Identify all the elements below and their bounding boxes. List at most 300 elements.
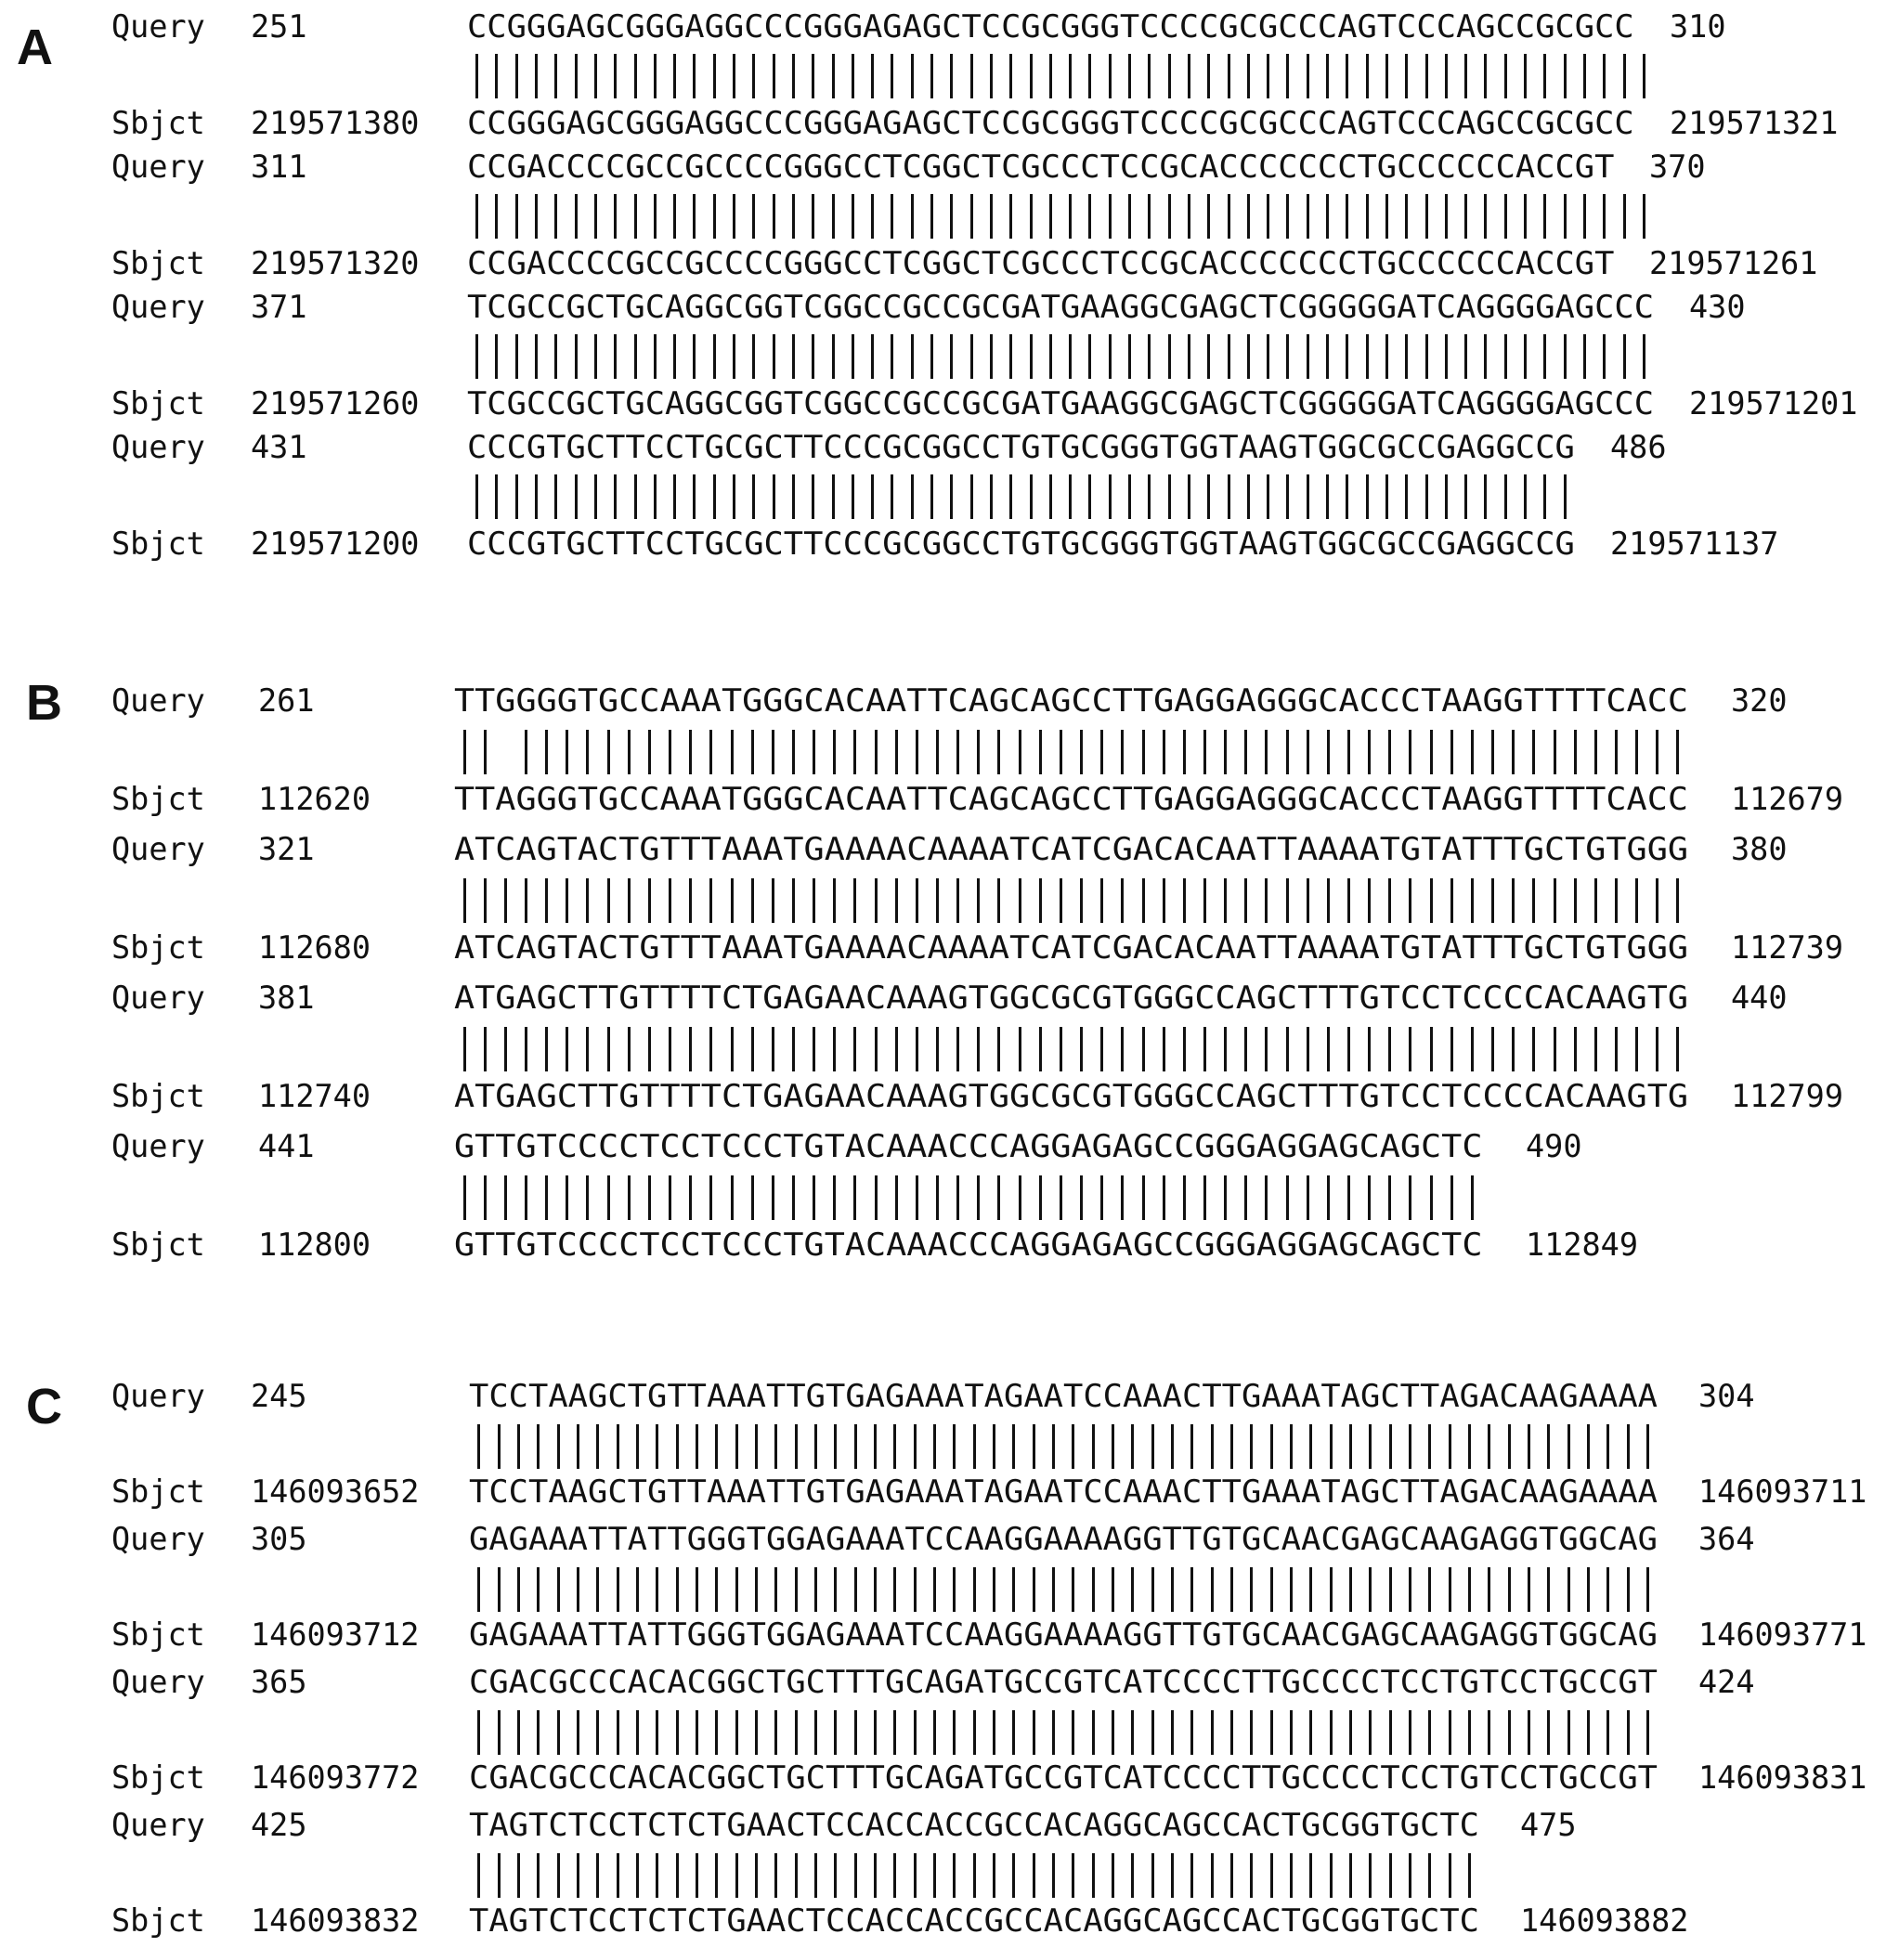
subject-label: Sbjct bbox=[111, 105, 205, 142]
match-bar bbox=[1330, 1424, 1333, 1469]
match-bar bbox=[545, 1027, 548, 1071]
match-bar bbox=[1100, 1027, 1103, 1071]
match-bar bbox=[515, 474, 518, 519]
match-bar bbox=[1564, 474, 1567, 519]
match-bar bbox=[773, 474, 775, 519]
subject-end: 112739 bbox=[1731, 929, 1843, 967]
match-bar bbox=[1349, 1567, 1352, 1612]
match-bar bbox=[1228, 474, 1230, 519]
match-bar bbox=[1163, 1027, 1165, 1071]
subject-label: Sbjct bbox=[111, 245, 205, 282]
match-bar bbox=[596, 1853, 599, 1898]
match-bar bbox=[1224, 730, 1227, 774]
match-bar bbox=[614, 54, 617, 98]
match-bar bbox=[1290, 1567, 1293, 1612]
match-bar bbox=[1131, 1853, 1134, 1898]
panel-label: C bbox=[26, 1379, 62, 1434]
match-bar bbox=[895, 878, 898, 923]
match-bar bbox=[566, 1175, 568, 1220]
match-bar bbox=[970, 54, 973, 98]
match-bar bbox=[1069, 334, 1072, 379]
match-bar bbox=[977, 1027, 980, 1071]
match-bar bbox=[1449, 1853, 1451, 1898]
match-bar bbox=[1088, 194, 1091, 239]
match-line bbox=[454, 1175, 1483, 1220]
match-bar bbox=[1049, 334, 1052, 379]
match-bar bbox=[1128, 334, 1131, 379]
subject-start: 112800 bbox=[258, 1227, 371, 1264]
match-bar bbox=[1148, 334, 1151, 379]
match-bar bbox=[1168, 194, 1171, 239]
match-bar bbox=[832, 334, 835, 379]
match-bar bbox=[1484, 474, 1487, 519]
match-bar bbox=[1290, 1853, 1293, 1898]
match-bar bbox=[1247, 334, 1250, 379]
match-bar bbox=[1524, 194, 1527, 239]
match-bar bbox=[537, 1567, 540, 1612]
match-bar bbox=[1163, 730, 1165, 774]
match-bar bbox=[930, 474, 933, 519]
match-bar bbox=[1656, 878, 1658, 923]
subject-start: 112680 bbox=[258, 929, 371, 967]
match-bar bbox=[1069, 54, 1072, 98]
match-bar bbox=[973, 1710, 976, 1755]
match-bar bbox=[993, 1424, 995, 1469]
match-line bbox=[454, 878, 1688, 923]
subject-label: Sbjct bbox=[111, 385, 205, 422]
match-bar bbox=[1203, 878, 1206, 923]
match-bar bbox=[1250, 1424, 1253, 1469]
match-bar bbox=[537, 1424, 540, 1469]
match-bar bbox=[1188, 194, 1190, 239]
match-bar bbox=[956, 1027, 959, 1071]
match-bar bbox=[814, 1853, 817, 1898]
subject-end: 112849 bbox=[1525, 1227, 1638, 1264]
match-bar bbox=[1109, 194, 1112, 239]
match-bar bbox=[648, 730, 651, 774]
query-label: Query bbox=[111, 149, 205, 186]
match-bar bbox=[1385, 474, 1388, 519]
match-bar bbox=[1603, 334, 1606, 379]
match-bar bbox=[1142, 1027, 1145, 1071]
subject-start: 219571260 bbox=[251, 385, 420, 422]
match-bar bbox=[1627, 1567, 1630, 1612]
match-bar bbox=[656, 1424, 658, 1469]
match-bar bbox=[751, 730, 754, 774]
match-bar bbox=[1230, 1567, 1233, 1612]
match-bar bbox=[1409, 878, 1411, 923]
match-bar bbox=[1009, 194, 1012, 239]
match-bar bbox=[586, 878, 589, 923]
match-bar bbox=[953, 1710, 956, 1755]
match-bar bbox=[498, 1853, 501, 1898]
match-bar bbox=[1504, 474, 1507, 519]
match-bar bbox=[814, 1424, 817, 1469]
match-bar bbox=[709, 1027, 712, 1071]
match-bar bbox=[1532, 730, 1535, 774]
match-bar bbox=[1532, 878, 1535, 923]
match-bar bbox=[1389, 1710, 1392, 1755]
match-bar bbox=[1211, 1567, 1214, 1612]
match-bar bbox=[1030, 334, 1033, 379]
match-bar bbox=[930, 54, 933, 98]
match-bar bbox=[1428, 1710, 1431, 1755]
match-bar bbox=[1203, 1027, 1206, 1071]
match-bar bbox=[1405, 54, 1408, 98]
match-bar bbox=[607, 730, 610, 774]
match-bar bbox=[1171, 1567, 1174, 1612]
match-bar bbox=[893, 1853, 896, 1898]
match-bar bbox=[696, 1853, 698, 1898]
match-bar bbox=[1207, 194, 1210, 239]
match-bar bbox=[1564, 194, 1567, 239]
match-bar bbox=[1151, 1853, 1154, 1898]
match-bar bbox=[1060, 730, 1062, 774]
match-bar bbox=[1524, 334, 1527, 379]
match-bar bbox=[634, 334, 637, 379]
match-bar bbox=[1207, 334, 1210, 379]
match-bar bbox=[1224, 1027, 1227, 1071]
match-bar bbox=[956, 1175, 959, 1220]
match-bar bbox=[577, 1567, 579, 1612]
match-bar bbox=[751, 1027, 754, 1071]
match-bar bbox=[1286, 54, 1289, 98]
match-bar bbox=[1265, 730, 1268, 774]
match-bar bbox=[693, 334, 696, 379]
match-bar bbox=[834, 1710, 837, 1755]
match-bar bbox=[1307, 194, 1309, 239]
match-bar bbox=[1270, 1424, 1273, 1469]
match-bar bbox=[566, 878, 568, 923]
match-bar bbox=[648, 1175, 651, 1220]
subject-sequence: ATGAGCTTGTTTTCTGAGAACAAAGTGGCGCGTGGGCCAGCTTTGTCCTCCCCACAAGTG bbox=[454, 1078, 1689, 1115]
match-bar bbox=[1188, 474, 1190, 519]
match-bar bbox=[977, 730, 980, 774]
match-bar bbox=[874, 1710, 877, 1755]
match-bar bbox=[545, 730, 548, 774]
match-bar bbox=[953, 1424, 956, 1469]
match-bar bbox=[1430, 1027, 1433, 1071]
match-bar bbox=[617, 1424, 619, 1469]
match-bar bbox=[557, 1710, 560, 1755]
subject-end: 112799 bbox=[1731, 1078, 1843, 1115]
match-bar bbox=[463, 730, 466, 774]
match-bar bbox=[1346, 194, 1348, 239]
match-bar bbox=[1543, 54, 1546, 98]
match-bar bbox=[1491, 1027, 1494, 1071]
match-bar bbox=[953, 1853, 956, 1898]
match-bar bbox=[689, 730, 692, 774]
query-start: 441 bbox=[258, 1128, 315, 1165]
match-bar bbox=[1267, 194, 1269, 239]
match-bar bbox=[1207, 474, 1210, 519]
match-bar bbox=[970, 334, 973, 379]
match-bar bbox=[1012, 1567, 1015, 1612]
match-bar bbox=[973, 1853, 976, 1898]
match-bar bbox=[1092, 1424, 1095, 1469]
match-bar bbox=[1092, 1710, 1095, 1755]
match-bar bbox=[1171, 1424, 1174, 1469]
match-bar bbox=[656, 1853, 658, 1898]
match-bar bbox=[1430, 730, 1433, 774]
match-bar bbox=[1369, 1853, 1372, 1898]
match-bar bbox=[1019, 1027, 1021, 1071]
match-bar bbox=[1244, 730, 1247, 774]
match-bar bbox=[1524, 54, 1527, 98]
match-bar bbox=[1445, 334, 1448, 379]
query-label: Query bbox=[111, 1664, 205, 1701]
match-bar bbox=[914, 1567, 917, 1612]
match-bar bbox=[575, 54, 578, 98]
match-bar bbox=[731, 1027, 734, 1071]
match-bar bbox=[990, 474, 993, 519]
query-start: 425 bbox=[251, 1807, 307, 1844]
match-bar bbox=[1230, 1710, 1233, 1755]
match-bar bbox=[1060, 878, 1062, 923]
match-bar bbox=[755, 1567, 758, 1612]
match-bar bbox=[1033, 1710, 1035, 1755]
match-bar bbox=[1286, 1175, 1289, 1220]
match-bar bbox=[614, 194, 617, 239]
subject-label: Sbjct bbox=[111, 1759, 205, 1797]
match-bar bbox=[1409, 1710, 1411, 1755]
match-bar bbox=[1088, 334, 1091, 379]
match-bar bbox=[1069, 194, 1072, 239]
match-bar bbox=[1488, 1424, 1490, 1469]
subject-label: Sbjct bbox=[111, 1227, 205, 1264]
match-bar bbox=[1635, 1027, 1638, 1071]
match-bar bbox=[495, 474, 498, 519]
match-bar bbox=[792, 54, 795, 98]
match-bar bbox=[1030, 194, 1033, 239]
match-bar bbox=[498, 1710, 501, 1755]
match-bar bbox=[950, 54, 953, 98]
match-bar bbox=[1309, 1567, 1312, 1612]
match-bar bbox=[813, 730, 815, 774]
match-bar bbox=[1171, 1853, 1174, 1898]
match-line bbox=[469, 1853, 1479, 1898]
match-bar bbox=[752, 334, 755, 379]
match-bar bbox=[1508, 1567, 1511, 1612]
match-bar bbox=[1554, 730, 1556, 774]
match-bar bbox=[1270, 1853, 1273, 1898]
query-sequence: CCCGTGCTTCCTGCGCTTCCCGCGGCCTGTGCGGGTGGTAAGTGGCGCCGAGGCCG bbox=[467, 429, 1575, 466]
match-bar bbox=[1368, 878, 1371, 923]
match-bar bbox=[498, 1424, 501, 1469]
match-bar bbox=[1450, 730, 1453, 774]
match-bar bbox=[755, 1853, 758, 1898]
match-bar bbox=[1627, 1424, 1630, 1469]
match-bar bbox=[1183, 878, 1186, 923]
match-bar bbox=[812, 334, 814, 379]
match-bar bbox=[696, 1710, 698, 1755]
match-bar bbox=[735, 1710, 738, 1755]
query-start: 371 bbox=[251, 289, 307, 326]
match-bar bbox=[1309, 1710, 1312, 1755]
match-bar bbox=[1267, 474, 1269, 519]
subject-start: 112740 bbox=[258, 1078, 371, 1115]
match-bar bbox=[833, 730, 836, 774]
match-bar bbox=[1092, 1567, 1095, 1612]
match-bar bbox=[517, 1710, 520, 1755]
match-bar bbox=[916, 878, 918, 923]
match-bar bbox=[1052, 1567, 1055, 1612]
match-bar bbox=[973, 1424, 976, 1469]
match-bar bbox=[814, 1710, 817, 1755]
match-bar bbox=[495, 334, 498, 379]
match-bar bbox=[773, 194, 775, 239]
match-bar bbox=[997, 1175, 1000, 1220]
match-bar bbox=[1112, 1567, 1114, 1612]
match-bar bbox=[735, 1567, 738, 1612]
match-bar bbox=[1425, 474, 1428, 519]
match-bar bbox=[557, 1853, 560, 1898]
match-bar bbox=[1307, 878, 1309, 923]
match-bar bbox=[715, 1853, 718, 1898]
query-sequence: TTGGGGTGCCAAATGGGCACAATTCAGCAGCCTTGAGGAGGGCACCCTAAGGTTTTCACC bbox=[454, 682, 1689, 720]
match-bar bbox=[537, 1853, 540, 1898]
match-bar bbox=[1151, 1424, 1154, 1469]
match-bar bbox=[614, 474, 617, 519]
query-start: 245 bbox=[251, 1378, 307, 1415]
match-bar bbox=[525, 878, 527, 923]
match-bar bbox=[1012, 1424, 1015, 1469]
match-bar bbox=[1623, 54, 1626, 98]
subject-end: 146093771 bbox=[1698, 1616, 1867, 1654]
match-bar bbox=[648, 1027, 651, 1071]
match-bar bbox=[1450, 1175, 1453, 1220]
match-bar bbox=[733, 334, 735, 379]
match-bar bbox=[1445, 474, 1448, 519]
match-bar bbox=[1409, 1424, 1411, 1469]
match-bar bbox=[1228, 194, 1230, 239]
match-bar bbox=[1512, 730, 1515, 774]
match-bar bbox=[1265, 1175, 1268, 1220]
match-line bbox=[454, 730, 1688, 774]
match-bar bbox=[648, 878, 651, 923]
match-bar bbox=[1080, 878, 1083, 923]
match-bar bbox=[463, 878, 466, 923]
query-end: 380 bbox=[1731, 831, 1788, 868]
match-bar bbox=[1109, 54, 1112, 98]
match-bar bbox=[1128, 54, 1131, 98]
match-bar bbox=[1450, 1027, 1453, 1071]
match-bar bbox=[463, 1027, 466, 1071]
match-bar bbox=[1583, 54, 1586, 98]
match-bar bbox=[1366, 54, 1369, 98]
match-bar bbox=[1627, 1710, 1630, 1755]
match-bar bbox=[1100, 878, 1103, 923]
match-bar bbox=[1528, 1567, 1530, 1612]
match-bar bbox=[554, 334, 557, 379]
match-bar bbox=[1033, 1567, 1035, 1612]
match-bar bbox=[1449, 1567, 1451, 1612]
match-bar bbox=[1072, 1710, 1074, 1755]
match-bar bbox=[1594, 878, 1597, 923]
match-bar bbox=[498, 1567, 501, 1612]
match-bar bbox=[628, 878, 631, 923]
match-bar bbox=[993, 1710, 995, 1755]
match-bar bbox=[1574, 730, 1577, 774]
match-bar bbox=[1512, 878, 1515, 923]
match-bar bbox=[1347, 730, 1350, 774]
match-bar bbox=[484, 1175, 487, 1220]
match-bar bbox=[607, 1175, 610, 1220]
match-bar bbox=[1142, 878, 1145, 923]
match-bar bbox=[669, 878, 671, 923]
subject-sequence: CCGGGAGCGGGAGGCCCGGGAGAGCTCCGCGGGTCCCCGCGCCCAGTCCCAGCCGCGCC bbox=[467, 105, 1634, 142]
query-end: 364 bbox=[1698, 1521, 1755, 1558]
match-bar bbox=[1464, 194, 1467, 239]
match-bar bbox=[792, 1027, 795, 1071]
match-bar bbox=[853, 730, 856, 774]
match-bar bbox=[709, 730, 712, 774]
match-bar bbox=[755, 1710, 758, 1755]
query-label: Query bbox=[111, 8, 205, 45]
match-bar bbox=[525, 1175, 527, 1220]
subject-end: 219571201 bbox=[1689, 385, 1858, 422]
match-bar bbox=[515, 54, 518, 98]
match-bar bbox=[1203, 730, 1206, 774]
query-sequence: TAGTCTCCTCTCTGAACTCCACCACCGCCACAGGCAGCCACTGCGGTGCTC bbox=[469, 1807, 1479, 1844]
query-end: 424 bbox=[1698, 1664, 1755, 1701]
match-bar bbox=[676, 1424, 679, 1469]
match-bar bbox=[1488, 1567, 1490, 1612]
match-bar bbox=[751, 878, 754, 923]
match-bar bbox=[933, 1567, 936, 1612]
match-bar bbox=[733, 474, 735, 519]
match-bar bbox=[575, 194, 578, 239]
query-label: Query bbox=[111, 289, 205, 326]
query-sequence: TCCTAAGCTGTTAAATTGTGAGAAATAGAATCCAAACTTGAAATAGCTTAGACAAGAAAA bbox=[469, 1378, 1658, 1415]
match-bar bbox=[636, 1567, 639, 1612]
match-bar bbox=[852, 54, 854, 98]
query-sequence: ATGAGCTTGTTTTCTGAGAACAAAGTGGCGCGTGGGCCAGCTTTGTCCTCCCCACAAGTG bbox=[454, 980, 1689, 1017]
query-start: 251 bbox=[251, 8, 307, 45]
match-bar bbox=[1512, 1027, 1515, 1071]
query-label: Query bbox=[111, 1128, 205, 1165]
match-bar bbox=[1309, 1424, 1312, 1469]
match-bar bbox=[1330, 1710, 1333, 1755]
match-bar bbox=[654, 474, 657, 519]
match-bar bbox=[1250, 1567, 1253, 1612]
subject-label: Sbjct bbox=[111, 1902, 205, 1940]
match-bar bbox=[1244, 1175, 1247, 1220]
match-bar bbox=[1327, 730, 1330, 774]
match-bar bbox=[1012, 1710, 1015, 1755]
subject-sequence: CCGACCCCGCCGCCCCGGGCCTCGGCTCGCCCTCCGCACCCCCCCTGCCCCCCACCGT bbox=[467, 245, 1615, 282]
match-bar bbox=[1405, 474, 1408, 519]
match-bar bbox=[596, 1710, 599, 1755]
match-bar bbox=[731, 878, 734, 923]
match-bar bbox=[832, 54, 835, 98]
query-sequence: CCGGGAGCGGGAGGCCCGGGAGAGCTCCGCGGGTCCCCGCGCCCAGTCCCAGCCGCGCC bbox=[467, 8, 1634, 45]
match-bar bbox=[1547, 1424, 1550, 1469]
match-bar bbox=[1606, 1567, 1609, 1612]
match-bar bbox=[1366, 194, 1369, 239]
panel-label: B bbox=[26, 675, 62, 731]
match-bar bbox=[813, 1175, 815, 1220]
match-bar bbox=[475, 334, 478, 379]
query-end: 486 bbox=[1609, 429, 1667, 466]
match-bar bbox=[676, 1853, 679, 1898]
match-bar bbox=[1428, 1567, 1431, 1612]
match-bar bbox=[1532, 1027, 1535, 1071]
match-bar bbox=[990, 194, 993, 239]
match-bar bbox=[916, 730, 918, 774]
match-bar bbox=[1445, 194, 1448, 239]
match-bar bbox=[594, 194, 597, 239]
